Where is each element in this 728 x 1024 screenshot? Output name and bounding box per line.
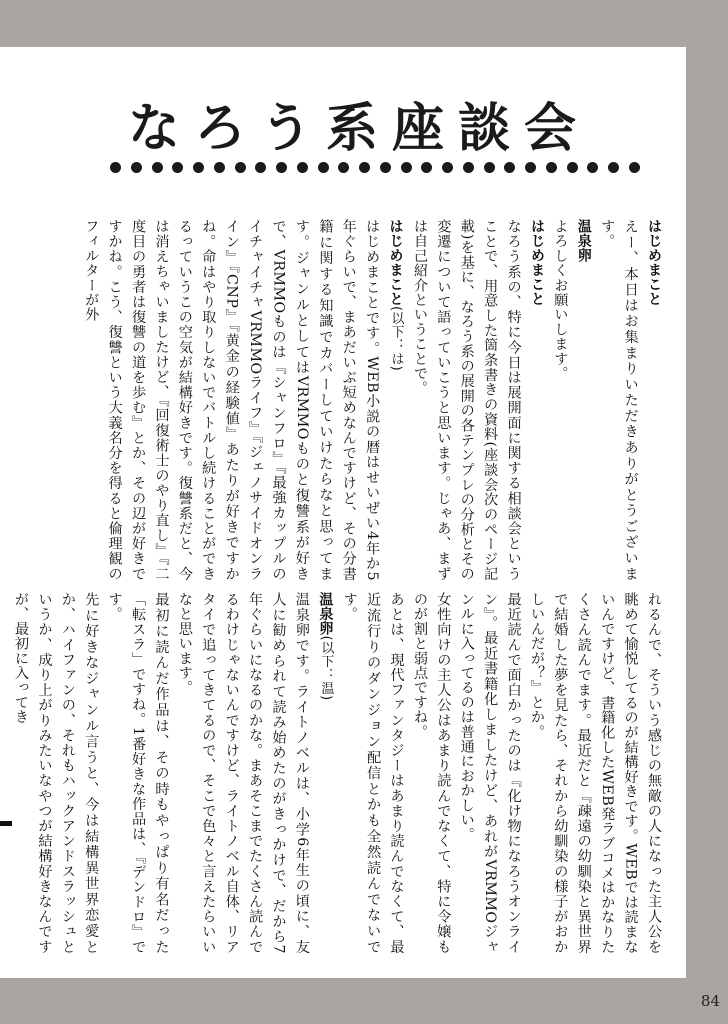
decorative-dot [401, 162, 412, 173]
decorative-dot [152, 162, 163, 173]
decorative-dot [629, 162, 640, 173]
decorative-dot [193, 162, 204, 173]
decorative-dot [359, 162, 370, 173]
dialogue-line: なろう系の、特に今日は展開面に関する相談会ということで、用意した箇条書きの資料(座談会次のページ記載)を基に、なろう系の展開の各テンプレの分析とその変遷について語っていこうと思います。じゃあ、まずは自己紹介ということで。 [411, 219, 522, 581]
dialogue-entry [548, 219, 595, 581]
decorative-dot [380, 162, 391, 173]
dialogue-line: 最近読んで面白かったのは『化け物になろうオンライン』。最近書籍化しましたけど、あれがVRMMOジャンルに入ってるのは普通におかしい。 [458, 592, 522, 954]
decorative-dot [276, 162, 287, 173]
upper-text-column [80, 219, 665, 581]
speaker-name: 温泉卵 [575, 219, 592, 263]
decorative-dot [255, 162, 266, 173]
speaker-name: はじめまこと(以下：は) [387, 219, 404, 372]
decorative-dot [442, 162, 453, 173]
dialogue-entry [9, 592, 338, 954]
decorative-dot [297, 162, 308, 173]
decorative-dot [484, 162, 495, 173]
dialogue-line: 先に好きなジャンル言うと、今は結構異世界恋愛とか、ハイファンの、それもハックアンドスラッシュというか、成り上がりみたいなやつが結構好きなんですが、最初に入ってき [13, 592, 100, 954]
speaker-name: はじめまこと [646, 219, 662, 306]
lower-text-column [13, 592, 665, 954]
dialogue-line: 女性向けの主人公はあまり読んでなくて、特に令嬢ものが割と弱点ですね。 [411, 592, 452, 954]
decorative-dot [214, 162, 225, 173]
decorative-dot [546, 162, 557, 173]
title-dot-rule [110, 160, 640, 174]
decorative-dot [131, 162, 142, 173]
dialogue-entry [79, 219, 408, 581]
dialogue-line: れるんで、そういう感じの無敵の人になった主人公を眺めて愉悦してるのが結構好きです。WEBでは読まないんですけど、書籍化したWEB発ラブコメはかなりたくさん読んでます。最近だと『疎遠の幼馴染と異世界で結婚した夢を見たら、それから幼馴染の様子がおかしいんだが？』とか。 [528, 592, 662, 954]
decorative-dot [235, 162, 246, 173]
decorative-dot [421, 162, 432, 173]
dialogue-line: よろしくお願いします。 [552, 219, 569, 381]
speaker-name: はじめまこと [528, 219, 545, 306]
decorative-dot [318, 162, 329, 173]
bottom-margin-band [0, 978, 728, 1024]
speaker-abbreviation-note: (以下：は) [388, 306, 404, 372]
speaker-name: 温泉卵(以下：温) [317, 592, 334, 701]
decorative-dot [608, 162, 619, 173]
dialogue-line: あとは、現代ファンタジーはあまり読んでなくて、最近流行りのダンジョン配信とかも全然読んでないです。 [341, 592, 405, 954]
decorative-dot [525, 162, 536, 173]
dialogue-entry [337, 592, 665, 954]
dialogue-line: 温泉卵です。ライトノベルは、小学6年生の頃に、友人に勧められて読み始めたのがきっかけで、だから7年ぐらいになるのかな。まあそこまでたくさん読んでるわけじゃないんですけど、ライトノベル自体、リアタイで追ってきてるので、そこで色々と言えたらいいなと思います。 [176, 592, 310, 954]
dialogue-entry [408, 219, 548, 581]
top-margin-band [0, 0, 728, 47]
page-number: 84 [700, 992, 720, 1010]
decorative-dot [172, 162, 183, 173]
decorative-dot [463, 162, 474, 173]
dialogue-line: えー、本日はお集まりいただきありがとうございます。 [599, 219, 639, 581]
decorative-dot [338, 162, 349, 173]
decorative-dot [587, 162, 598, 173]
decorative-dot [504, 162, 515, 173]
dialogue-entry [595, 219, 665, 581]
page-title: なろう系座談会 [128, 99, 591, 159]
decorative-dot [110, 162, 121, 173]
dialogue-line: 最初に読んだ作品は、その時もやっぱり有名だった「転スラ」ですね。1番好きな作品は、『デンドロ』です。 [106, 592, 170, 954]
right-margin-band [686, 0, 728, 1024]
decorative-dot [567, 162, 578, 173]
dialogue-line: はじめまことです。WEB小説の暦はせいぜい4年か5年ぐらいで、まあだいぶ短めなんですけど、その分書籍に関する知識でカバーしていけたらなと思ってます。ジャンルとしてはVRMMOものと復讐系が好きで、VRMMOものは『シャンフロ』『最強カップルのイチャイチャVRMMOライフ』『ジェノサイドオンライン』『CNP』『黄金の経験値』あたりが好きですかね。命はやり取りしないでバトルし続けることができるっていうこの空気が結構好きです。復讐系だと、今は消えちゃいましたけど、『回復術士のやり直し』『二度目の勇者は復讐の道を歩む』とか、その辺が好きですかね。こう、復讐という大義名分を得ると倫理観のフィルターが外 [83, 219, 381, 581]
speaker-abbreviation-note: (以下：温) [318, 635, 334, 701]
